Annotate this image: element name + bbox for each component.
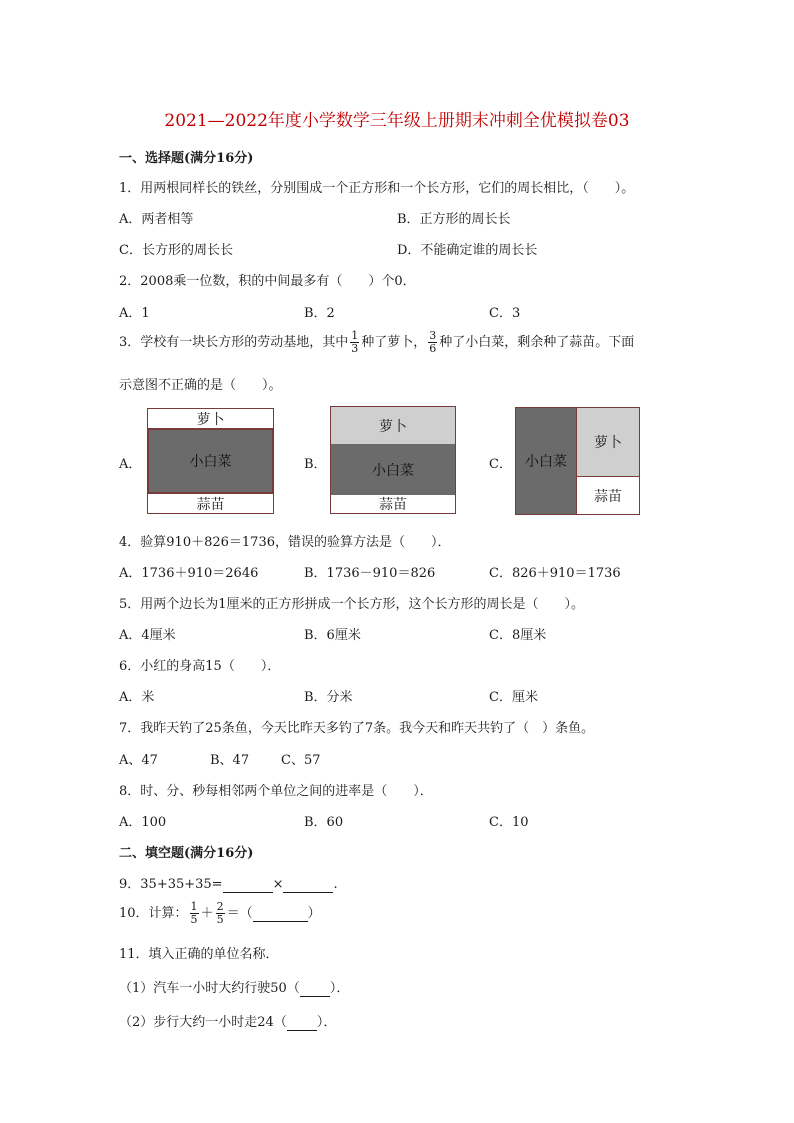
answer-blank[interactable]: [223, 877, 273, 893]
question-11-sub-2: [119, 1011, 336, 1031]
question-10-plus: ＋: [200, 906, 214, 921]
question-11-sub-1-end: ）．: [329, 981, 350, 996]
fraction-numerator: 2: [216, 900, 224, 913]
question-3-option-b-label: B．: [304, 457, 327, 472]
fraction-numerator: 1: [190, 900, 198, 913]
fraction-one-third: [350, 330, 359, 355]
diagram-c-luobo: 萝卜: [576, 407, 640, 477]
fraction-denominator: 6: [429, 342, 437, 355]
diagram-c-suanmiao: 蒜苗: [576, 477, 640, 515]
fraction-denominator: 5: [190, 913, 198, 926]
diagram-b-baicai: 小白菜: [330, 444, 456, 495]
question-5-option-a: A．4厘米: [119, 628, 176, 643]
question-5-option-c: C．8厘米: [489, 628, 547, 643]
question-9-text-pre: 9．35+35+35=: [119, 877, 223, 892]
section-heading-choice: 一、选择题(满分16分): [119, 151, 254, 166]
question-1-option-d: D．不能确定谁的周长长: [397, 243, 538, 258]
answer-blank[interactable]: [283, 877, 333, 893]
question-2-option-c: C．3: [489, 306, 521, 321]
answer-blank[interactable]: [300, 981, 330, 997]
question-9-text: [119, 873, 338, 893]
question-3-text: [119, 330, 634, 355]
question-7-option-b: B、47: [210, 753, 250, 768]
fraction-two-fifths: [216, 901, 225, 926]
question-9-end: .: [333, 877, 338, 892]
question-10-end: ）: [307, 906, 321, 921]
question-3-text-mid: 种了萝卜，: [361, 335, 427, 350]
question-2-text: 2．2008乘一位数，积的中间最多有（ ）个0．: [119, 274, 416, 289]
diagram-a-luobo: 萝卜: [147, 408, 274, 428]
fraction-three-sixths: [428, 330, 437, 355]
question-6-option-a: A．米: [119, 690, 155, 705]
fraction-numerator: 3: [429, 329, 437, 342]
question-11-sub-1-pre: （1）汽车一小时大约行驶50（: [119, 981, 300, 996]
question-1-option-a: A．两者相等: [119, 212, 194, 227]
question-1-option-c: C．长方形的周长长: [119, 243, 233, 258]
question-1-text: 1．用两根同样长的铁丝，分别围成一个正方形和一个长方形，它们的周长相比，（ ）。: [119, 181, 635, 196]
question-5-option-b: B．6厘米: [304, 628, 361, 643]
question-6-option-c: C．厘米: [489, 690, 538, 705]
question-7-text: 7．我昨天钓了25条鱼，今天比昨天多钓了7条。我今天和昨天共钓了（ ）条鱼。: [119, 721, 595, 736]
question-4-text: 4．验算910＋826＝1736，错误的验算方法是（ ）．: [119, 535, 451, 550]
question-10-text-pre: 10．计算：: [119, 906, 188, 921]
question-8-text: 8．时、分、秒每相邻两个单位之间的进率是（ ）．: [119, 784, 433, 799]
diagram-a-suanmiao: 蒜苗: [147, 494, 274, 514]
fraction-numerator: 1: [351, 329, 359, 342]
question-1-option-b: B．正方形的周长长: [397, 212, 511, 227]
answer-blank[interactable]: [253, 906, 308, 922]
question-2-option-a: A．1: [119, 306, 150, 321]
diagram-b-suanmiao: 蒜苗: [330, 495, 456, 514]
diagram-a-baicai: 小白菜: [147, 428, 274, 494]
question-4-option-a: A．1736＋910＝2646: [119, 566, 259, 581]
question-6-option-b: B．分米: [304, 690, 353, 705]
question-7-option-c: C、57: [281, 753, 321, 768]
fraction-denominator: 3: [351, 342, 359, 355]
question-8-option-c: C．10: [489, 815, 529, 830]
question-11-sub-1: [119, 977, 349, 997]
fraction-one-fifth: [190, 901, 199, 926]
question-9-times: ×: [272, 877, 284, 892]
question-3-option-c-label: C．: [489, 457, 512, 472]
diagram-c-baicai: 小白菜: [515, 407, 576, 515]
question-8-option-b: B．60: [304, 815, 344, 830]
question-3-text-pre: 3．学校有一块长方形的劳动基地，其中: [119, 335, 349, 350]
question-4-option-b: B．1736－910＝826: [304, 566, 436, 581]
question-6-text: 6．小红的身高15（ ）．: [119, 659, 281, 674]
answer-blank[interactable]: [287, 1015, 317, 1031]
question-10-text: [119, 901, 321, 926]
question-11-text: 11．填入正确的单位名称．: [119, 947, 279, 962]
question-11-sub-2-pre: （2）步行大约一小时走24（: [119, 1015, 287, 1030]
question-7-option-a: A、47: [119, 753, 158, 768]
question-3-text-post: 种了小白菜，剩余种了蒜苗。下面: [439, 335, 635, 350]
question-8-option-a: A．100: [119, 815, 167, 830]
question-3-option-a-label: A．: [119, 457, 142, 472]
page-title: 2021—2022年度小学数学三年级上册期末冲刺全优模拟卷03: [164, 111, 630, 131]
section-heading-fill: 二、填空题(满分16分): [119, 846, 254, 861]
question-11-sub-2-end: ）．: [316, 1015, 337, 1030]
question-3-text-line2: 示意图不正确的是（ ）。: [119, 378, 282, 393]
diagram-b-luobo: 萝卜: [330, 406, 456, 444]
question-2-option-b: B．2: [304, 306, 335, 321]
question-5-text: 5．用两个边长为1厘米的正方形拼成一个长方形，这个长方形的周长是（ ）。: [119, 597, 585, 612]
question-10-eq: ＝（: [226, 906, 253, 921]
fraction-denominator: 5: [216, 913, 224, 926]
question-4-option-c: C．826＋910＝1736: [489, 566, 621, 581]
